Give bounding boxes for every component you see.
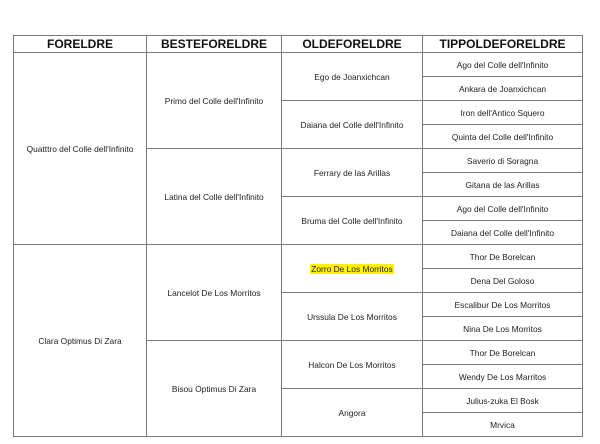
parent-cell: Quatttro del Colle dell'Infinito — [14, 53, 147, 245]
great-grandparent-cell: Bruma del Colle dell'Infinito — [282, 197, 423, 245]
grandparent-cell: Bisou Optimus Di Zara — [147, 341, 282, 437]
great-great-grandparent-cell: Nina De Los Morritos — [423, 317, 583, 341]
pedigree-table — [13, 35, 583, 437]
great-great-grandparent-cell: Wendy De Los Marritos — [423, 365, 583, 389]
great-great-grandparent-cell: Thor De Borelcan — [423, 341, 583, 365]
header-parents: FORELDRE — [14, 36, 147, 53]
great-great-grandparent-cell: Mrvica — [423, 413, 583, 437]
great-great-grandparent-cell: Daiana del Colle dell'Infinito — [423, 221, 583, 245]
great-grandparent-cell: Ego de Joanxichcan — [282, 53, 423, 101]
great-grandparent-cell: Angora — [282, 389, 423, 437]
great-grandparent-cell: Urssula De Los Morritos — [282, 293, 423, 341]
header-grandparents: BESTEFORELDRE — [147, 36, 282, 53]
great-great-grandparent-cell: Gitana de las Arillas — [423, 173, 583, 197]
great-great-grandparent-cell: Julius-zuka El Bosk — [423, 389, 583, 413]
great-great-grandparent-cell: Thor De Borelcan — [423, 245, 583, 269]
grandparent-cell: Primo del Colle dell'Infinito — [147, 53, 282, 149]
great-grandparent-cell: Halcon De Los Morritos — [282, 341, 423, 389]
great-great-grandparent-cell: Ankara de Joanxichcan — [423, 77, 583, 101]
header-great-grandparents: OLDEFORELDRE — [282, 36, 423, 53]
grandparent-cell: Lancelot De Los Morritos — [147, 245, 282, 341]
table-row — [14, 245, 583, 269]
great-great-grandparent-cell: Escalibur De Los Morritos — [423, 293, 583, 317]
parent-cell: Clara Optimus Di Zara — [14, 245, 147, 437]
great-great-grandparent-cell: Ago del Colle dell'Infinito — [423, 53, 583, 77]
header-great-great-grandparents: TIPPOLDEFORELDRE — [423, 36, 583, 53]
header-row — [14, 36, 583, 53]
great-grandparent-cell — [282, 245, 423, 293]
great-great-grandparent-cell: Dena Del Goloso — [423, 269, 583, 293]
great-grandparent-cell: Daiana del Colle dell'Infinito — [282, 101, 423, 149]
great-great-grandparent-cell: Saverio di Soragna — [423, 149, 583, 173]
highlighted-name: Zorro De Los Morritos — [311, 263, 393, 274]
great-grandparent-cell: Ferrary de las Arillas — [282, 149, 423, 197]
great-great-grandparent-cell: Ago del Colle dell'Infinito — [423, 197, 583, 221]
table-row — [14, 53, 583, 77]
great-great-grandparent-cell: Iron dell'Antico Squero — [423, 101, 583, 125]
grandparent-cell: Latina del Colle dell'Infinito — [147, 149, 282, 245]
great-great-grandparent-cell: Quinta del Colle dell'Infinito — [423, 125, 583, 149]
